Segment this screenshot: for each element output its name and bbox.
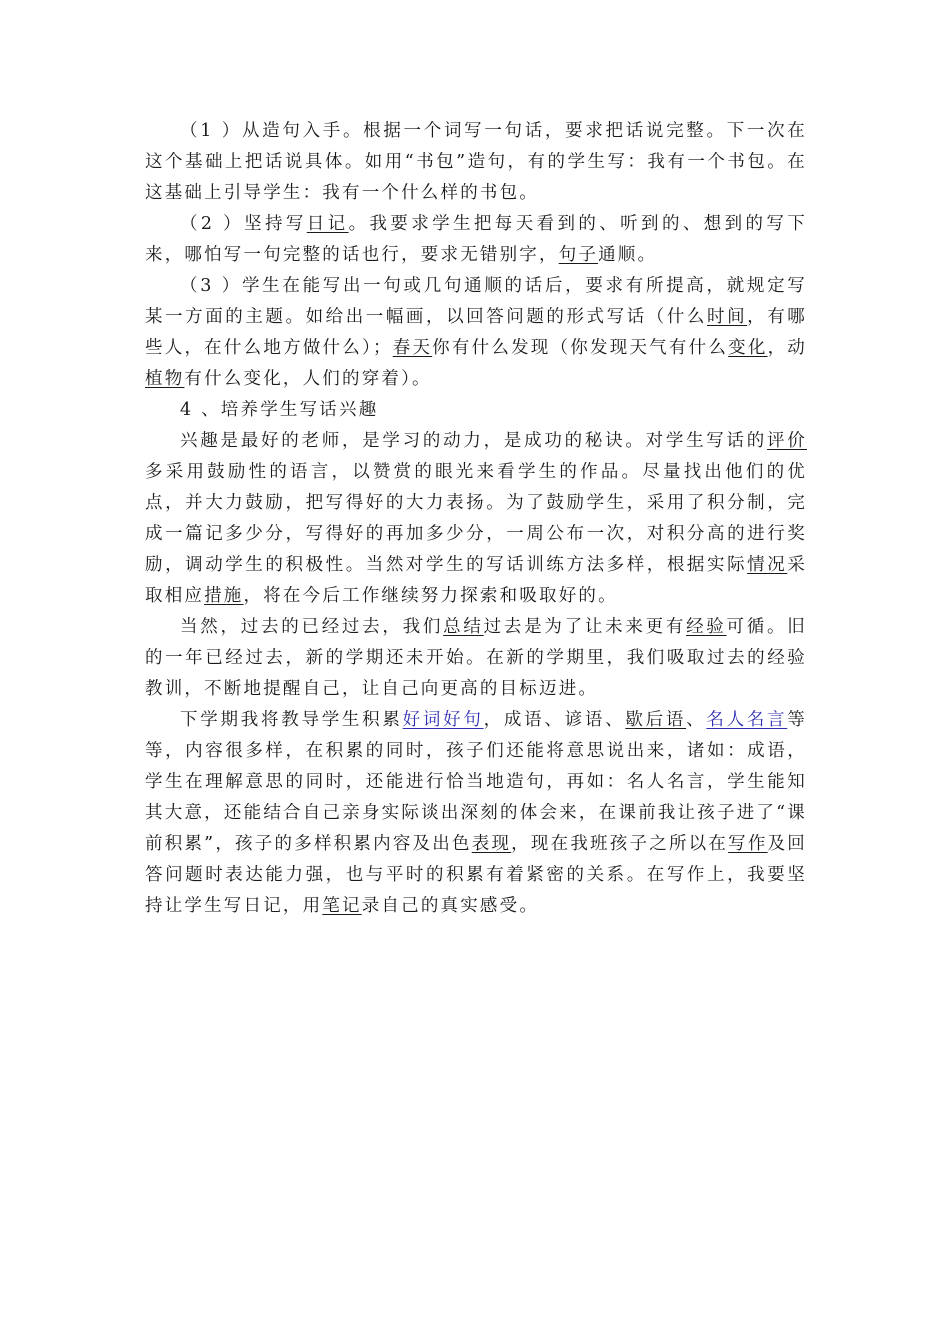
text-run: 过去是为了让未来更有 (483, 617, 687, 637)
underlined-term: 笔记 (322, 896, 362, 916)
underlined-term: 措施 (204, 586, 244, 606)
underlined-term: 日记 (306, 214, 349, 234)
text-run: 可循。旧的一年已经过去，新的学期还未开始。在新的学期里，我们吸取过去的经验教训，不断地提醒自己，让自己向更高的目标迈进。 (145, 617, 807, 699)
text-run: 通顺。 (598, 245, 658, 265)
text-run: 及回答问题时表达能力强，也与平时的积累有着紧密的关系。在写作上，我要坚持让学生写日记，用 (145, 834, 807, 916)
underlined-term: 春天 (392, 338, 433, 358)
text-run: ，动 (767, 338, 807, 358)
text-run: 当然，过去的已经过去，我们 (180, 617, 444, 637)
underlined-term: 时间 (707, 307, 748, 327)
underlined-term: 写作 (728, 834, 768, 854)
underlined-term: 表现 (471, 834, 512, 854)
underlined-term: 评价 (767, 431, 807, 451)
underlined-term: 变化 (728, 338, 768, 358)
underlined-term: 植物 (145, 369, 185, 389)
text-run: （3 ）学生在能写出一句或几句通顺的话后，要求有所提高，就规定写某一方面的主题。如给出一幅画，以回答问题的形式写话（什么 (145, 276, 807, 327)
text-run: 。我要求学生把每天看到的、听到的、想到的写下来，哪怕写一句完整的话也行，要求无错别字， (145, 214, 808, 265)
paragraph (145, 116, 807, 209)
hyperlink[interactable]: 好词好句 (402, 710, 484, 730)
paragraph (145, 395, 807, 426)
text-run: ，成语、谚语、 (483, 710, 626, 730)
paragraph (145, 612, 807, 705)
paragraph (145, 426, 807, 612)
text-run: ，现在我班孩子之所以在 (511, 834, 729, 854)
underlined-term: 经验 (686, 617, 727, 637)
paragraph (145, 705, 807, 922)
text-run: 等等，内容很多样，在积累的同时，孩子们还能将意思说出来，诸如：成语，学生在理解意思的同时，还能进行恰当地造句，再如：名人名言，学生能知其大意，还能结合自己亲身实际谈出深刻的体会来，在课前我让孩子进了“课前积累”，孩子的多样积累内容及出色 (145, 710, 807, 854)
text-run: 兴趣是最好的老师，是学习的动力，是成功的秘诀。对学生写话的 (180, 431, 768, 451)
underlined-term: 句子 (558, 245, 599, 265)
text-run: 下学期我将教导学生积累 (180, 710, 403, 730)
text-run: 有什么变化，人们的穿着）。 (184, 369, 432, 389)
underlined-term: 情况 (747, 555, 788, 575)
hyperlink[interactable]: 名人名言 (706, 710, 788, 730)
text-run: ，有哪些人，在什么地方做什么）； (145, 307, 807, 358)
text-run: 录自己的真实感受。 (361, 896, 540, 916)
document-body (145, 116, 807, 922)
text-run: 4 、培养学生写话兴趣 (180, 400, 379, 420)
text-run: （1 ）从造句入手。根据一个词写一句话，要求把话说完整。下一次在这个基础上把话说具体。如用“书包”造句，有的学生写：我有一个书包。在这基础上引导学生：我有一个什么样的书包。 (145, 121, 807, 203)
text-run: 你有什么发现（你发现天气有什么 (432, 338, 729, 358)
underlined-term: 歇后语 (625, 710, 687, 730)
text-run: ，将在今后工作继续努力探索和吸取好的。 (243, 586, 618, 606)
paragraph (145, 209, 807, 271)
paragraph (145, 271, 807, 395)
text-run: （2 ）坚持写 (180, 214, 307, 234)
underlined-term: 总结 (443, 617, 484, 637)
text-run: 多采用鼓励性的语言，以赞赏的眼光来看学生的作品。尽量找出他们的优点，并大力鼓励，把写得好的大力表扬。为了鼓励学生，采用了积分制，完成一篇记多少分，写得好的再加多少分，一周公布一次，对积分高的进行奖励，调动学生的积极性。当然对学生的写话训练方法多样，根据实际 (145, 462, 807, 575)
text-run: 、 (686, 710, 707, 730)
text-run: 采取相应 (145, 555, 808, 606)
